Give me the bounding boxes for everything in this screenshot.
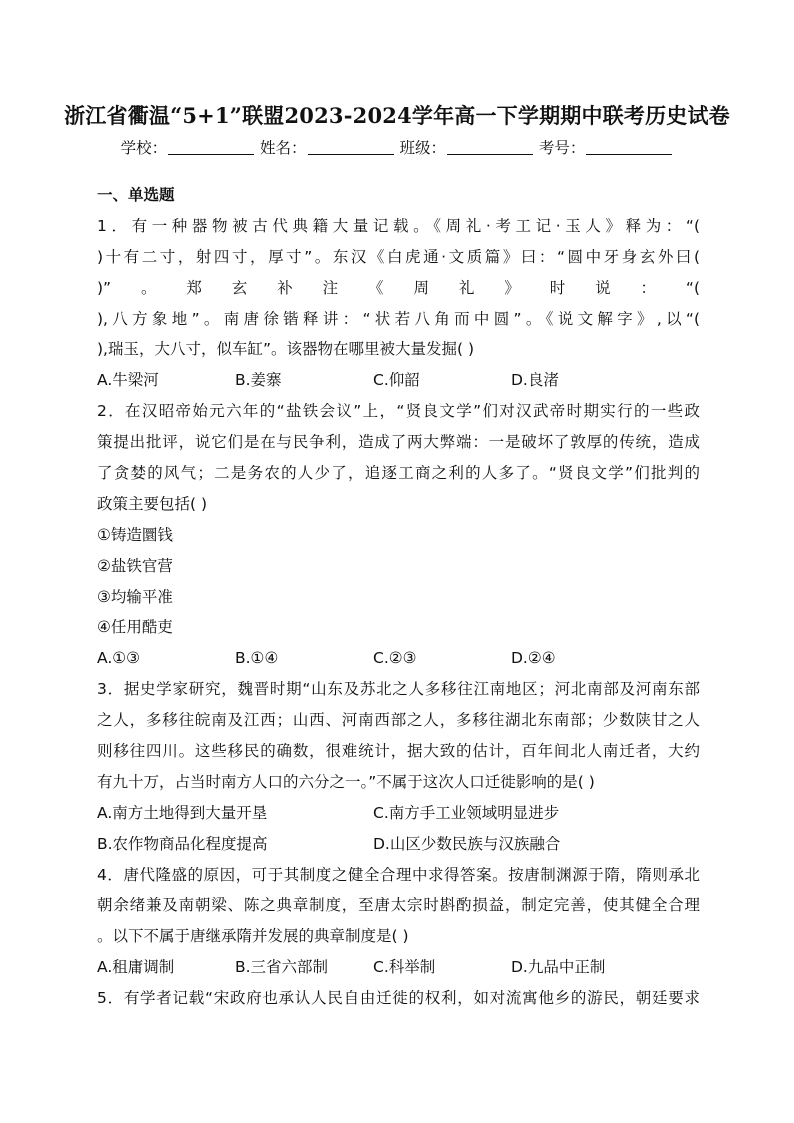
name-blank[interactable] [308, 140, 394, 155]
statement-item: ③均输平准 [97, 587, 173, 606]
option-a[interactable]: A.牛梁河 [97, 371, 159, 390]
question-5 [97, 983, 700, 1014]
option-b[interactable]: B.三省六部制 [235, 958, 329, 977]
class-blank[interactable] [447, 140, 533, 155]
option-c[interactable]: C.科举制 [373, 958, 436, 977]
option-d[interactable]: D.山区少数民族与汉族融合 [373, 834, 561, 853]
option-b[interactable]: B.农作物商品化程度提高 [97, 834, 268, 853]
class-label: 班级： [399, 139, 446, 157]
question-text-line: ),八方象地”。南唐徐锴释讲：“状若八角而中圆”。《说文解字》,以“( [97, 309, 700, 328]
answer-options [97, 798, 700, 829]
question-text-line: 1．有一种器物被古代典籍大量记载。《周礼·考工记·玉人》释为：“( [97, 216, 700, 235]
option-c[interactable]: C.②③ [373, 649, 417, 668]
answer-options [97, 829, 700, 860]
question-text-line: 策提出批评，说它们是在与民争利，造成了两大弊端：一是破坏了敦厚的传统，造成 [97, 433, 700, 452]
exam-number-label: 考号： [538, 139, 586, 157]
statement-item: ①铸造圜钱 [97, 525, 173, 544]
school-blank[interactable] [168, 140, 254, 155]
question-text-line: 5．有学者记载“宋政府也承认人民自由迁徙的权利，如对流寓他乡的游民，朝廷要求 [97, 989, 700, 1008]
exam-content [97, 180, 700, 1014]
question-text-line: 了贪婪的风气；二是务农的人少了，追逐工商之利的人多了。“贤良文学”们批判的 [97, 464, 700, 483]
question-4 [97, 860, 700, 984]
question-1 [97, 211, 700, 396]
option-b[interactable]: B.姜寨 [235, 371, 282, 390]
answer-options [97, 365, 700, 396]
exam-title: 浙江省衢温“5+1”联盟2023-2024学年高一下学期期中联考历史试卷 [64, 103, 730, 128]
question-text-line: 朝余绪兼及南朝梁、陈之典章制度，至唐太宗时斟酌损益，制定完善，使其健全合理 [97, 896, 700, 915]
question-text-line: )”。郑玄补注《周礼》时说：“( [97, 278, 700, 297]
student-info-row [0, 136, 794, 158]
section-heading: 一、单选题 [97, 186, 175, 204]
statement-item: ②盐铁官营 [97, 556, 173, 575]
question-text-line: 2．在汉昭帝始元六年的“盐铁会议”上，“贤良文学”们对汉武帝时期实行的一些政 [97, 402, 700, 421]
question-text-line: ),瑞玉，大八寸，似车缸”。该器物在哪里被大量发掘( ) [97, 340, 475, 359]
question-text-line: 。以下不属于唐继承隋并发展的典章制度是( ) [97, 927, 409, 946]
exam-number-blank[interactable] [586, 140, 672, 155]
question-text-line: )十有二寸，射四寸，厚寸”。东汉《白虎通·文质篇》曰：“圆中牙身玄外曰( [97, 247, 700, 266]
answer-options [97, 643, 700, 674]
question-text-line: 有九十万，占当时南方人口的六分之一。”不属于这次人口迁徙影响的是( ) [97, 772, 595, 791]
school-label: 学校： [120, 139, 168, 157]
name-label: 姓名： [260, 139, 307, 157]
question-text-line: 4．唐代隆盛的原因，可于其制度之健全合理中求得答案。按唐制渊源于隋，隋则承北 [97, 865, 700, 884]
option-d[interactable]: D.②④ [511, 649, 556, 668]
question-text-line: 则移往四川。这些移民的确数，很难统计，据大致的估计，百年间北人南迁者，大约 [97, 742, 700, 761]
option-a[interactable]: A.南方土地得到大量开垦 [97, 803, 268, 822]
option-a[interactable]: A.租庸调制 [97, 958, 175, 977]
answer-options [97, 952, 700, 983]
question-2 [97, 396, 700, 674]
option-b[interactable]: B.①④ [235, 649, 279, 668]
question-3 [97, 674, 700, 859]
question-text-line: 之人，多移往皖南及江西；山西、河南西部之人，多移往湖北东南部；少数陕甘之人 [97, 711, 700, 730]
option-d[interactable]: D.九品中正制 [511, 958, 606, 977]
statement-item: ④任用酷吏 [97, 618, 173, 637]
question-text-line: 3．据史学家研究，魏晋时期“山东及苏北之人多移往江南地区；河北南部及河南东部 [97, 680, 700, 699]
option-a[interactable]: A.①③ [97, 649, 141, 668]
question-text-line: 政策主要包括( ) [97, 494, 208, 513]
option-c[interactable]: C.仰韶 [373, 371, 420, 390]
option-c[interactable]: C.南方手工业领域明显进步 [373, 803, 560, 822]
option-d[interactable]: D.良渚 [511, 371, 559, 390]
